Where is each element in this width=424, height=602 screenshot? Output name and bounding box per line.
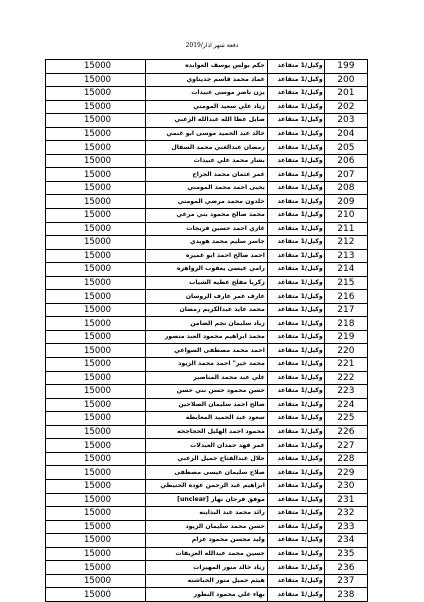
rank-cell: وكيل/1 متقاعد	[267, 303, 324, 317]
rank-cell: وكيل/1 متقاعد	[267, 114, 324, 128]
amount-cell: 15000	[46, 344, 146, 358]
name-cell: يزن ناصر موسى عبيدات	[146, 87, 268, 101]
number-cell: 211	[324, 222, 367, 236]
number-cell: 206	[324, 154, 367, 168]
table-row	[46, 344, 368, 358]
amount-cell: 15000	[46, 547, 146, 561]
amount-cell: 15000	[46, 317, 146, 331]
amount-cell: 15000	[46, 425, 146, 439]
rank-cell: وكيل/1 متقاعد	[267, 249, 324, 263]
number-cell: 225	[324, 412, 367, 426]
amount-cell: 15000	[46, 276, 146, 290]
table-row	[46, 209, 368, 223]
number-cell: 233	[324, 520, 367, 534]
rank-cell: وكيل/1 متقاعد	[267, 222, 324, 236]
name-cell: رمضان عبدالغني محمد السقال	[146, 141, 268, 155]
table-row	[46, 168, 368, 182]
number-cell: 202	[324, 100, 367, 114]
rank-cell: وكيل/1 متقاعد	[267, 290, 324, 304]
amount-cell: 15000	[46, 168, 146, 182]
name-cell: موفق فرحان نهار [unclear]	[146, 493, 268, 507]
number-cell: 232	[324, 507, 367, 521]
rank-cell: وكيل/1 متقاعد	[267, 466, 324, 480]
rank-cell: وكيل/1 متقاعد	[267, 236, 324, 250]
rank-cell: وكيل/1 متقاعد	[267, 195, 324, 209]
amount-cell: 15000	[46, 561, 146, 575]
rank-cell: وكيل/1 متقاعد	[267, 439, 324, 453]
table-row	[46, 371, 368, 385]
amount-cell: 15000	[46, 249, 146, 263]
name-cell: صايل عطا الله عبدالله الزعبي	[146, 114, 268, 128]
name-cell: محمد خير" احمد محمد الزيود	[146, 358, 268, 372]
amount-cell: 15000	[46, 452, 146, 466]
name-cell: علي عبد محمد المناصير	[146, 371, 268, 385]
amount-cell: 15000	[46, 493, 146, 507]
amount-cell: 15000	[46, 127, 146, 141]
number-cell: 209	[324, 195, 367, 209]
table-row	[46, 479, 368, 493]
name-cell: عمر فهد حمدان العبدلات	[146, 439, 268, 453]
number-cell: 236	[324, 561, 367, 575]
name-cell: صالح احمد سليمان الصلاحين	[146, 398, 268, 412]
name-cell: يحيى احمد محمد المومني	[146, 181, 268, 195]
table-row	[46, 520, 368, 534]
name-cell: زكريا مفلح عطيه الشياب	[146, 276, 268, 290]
rank-cell: وكيل/1 متقاعد	[267, 534, 324, 548]
amount-cell: 15000	[46, 87, 146, 101]
table-row	[46, 561, 368, 575]
table-row	[46, 141, 368, 155]
name-cell: جلال عبدالفتاح جميل الزعبي	[146, 452, 268, 466]
name-cell: صلاح سليمان عيسى مصطفى	[146, 466, 268, 480]
table-row	[46, 412, 368, 426]
number-cell: 199	[324, 60, 367, 74]
name-cell: حسن محمود حسن بني حسن	[146, 385, 268, 399]
table-row	[46, 439, 368, 453]
number-cell: 217	[324, 303, 367, 317]
name-cell: محمد عايد عبدالكريم رمضان	[146, 303, 268, 317]
name-cell: ابراهيم عبد الرحمن عوده الحنيطي	[146, 479, 268, 493]
name-cell: رامي عيسى يعقوب الزواهره	[146, 263, 268, 277]
name-cell: بهاء علي محمود النطور	[146, 588, 268, 602]
number-cell: 214	[324, 263, 367, 277]
amount-cell: 15000	[46, 100, 146, 114]
page-header	[0, 42, 424, 49]
amount-cell: 15000	[46, 479, 146, 493]
rank-cell: وكيل/1 متقاعد	[267, 588, 324, 602]
table-row	[46, 195, 368, 209]
rank-cell: وكيل/1 متقاعد	[267, 412, 324, 426]
table-row	[46, 181, 368, 195]
number-cell: 221	[324, 358, 367, 372]
amount-cell: 15000	[46, 195, 146, 209]
rank-cell: وكيل/1 متقاعد	[267, 276, 324, 290]
number-cell: 231	[324, 493, 367, 507]
amount-cell: 15000	[46, 154, 146, 168]
table-row	[46, 236, 368, 250]
amount-cell: 15000	[46, 358, 146, 372]
name-cell: حسين محمد عبدالله العريقات	[146, 547, 268, 561]
number-cell: 220	[324, 344, 367, 358]
number-cell: 219	[324, 330, 367, 344]
name-cell: سعود عبد الحميد المعايطه	[146, 412, 268, 426]
rank-cell: وكيل/1 متقاعد	[267, 507, 324, 521]
amount-cell: 15000	[46, 439, 146, 453]
rank-cell: وكيل/1 متقاعد	[267, 425, 324, 439]
number-cell: 203	[324, 114, 367, 128]
rank-cell: وكيل/1 متقاعد	[267, 141, 324, 155]
amount-cell: 15000	[46, 588, 146, 602]
number-cell: 215	[324, 276, 367, 290]
table-row	[46, 452, 368, 466]
table-row	[46, 588, 368, 602]
amount-cell: 15000	[46, 371, 146, 385]
rank-cell: وكيل/1 متقاعد	[267, 371, 324, 385]
rank-cell: وكيل/1 متقاعد	[267, 561, 324, 575]
rank-cell: وكيل/1 متقاعد	[267, 493, 324, 507]
name-cell: خالد عبد الحميد موسى ابو غنمي	[146, 127, 268, 141]
rank-cell: وكيل/1 متقاعد	[267, 73, 324, 87]
rank-cell: وكيل/1 متقاعد	[267, 168, 324, 182]
table-row	[46, 127, 368, 141]
number-cell: 238	[324, 588, 367, 602]
name-cell: عمر عثمان محمد الجراح	[146, 168, 268, 182]
rank-cell: وكيل/1 متقاعد	[267, 520, 324, 534]
table-row	[46, 303, 368, 317]
table-row	[46, 222, 368, 236]
number-cell: 201	[324, 87, 367, 101]
number-cell: 223	[324, 385, 367, 399]
amount-cell: 15000	[46, 330, 146, 344]
table-row	[46, 358, 368, 372]
amount-cell: 15000	[46, 385, 146, 399]
number-cell: 230	[324, 479, 367, 493]
name-cell: احمد محمد مصطفى السواعي	[146, 344, 268, 358]
rank-cell: وكيل/1 متقاعد	[267, 181, 324, 195]
amount-cell: 15000	[46, 114, 146, 128]
amount-cell: 15000	[46, 398, 146, 412]
amount-cell: 15000	[46, 263, 146, 277]
number-cell: 237	[324, 574, 367, 588]
rank-cell: وكيل/1 متقاعد	[267, 263, 324, 277]
table-row	[46, 385, 368, 399]
rank-cell: وكيل/1 متقاعد	[267, 385, 324, 399]
table-row	[46, 73, 368, 87]
table-row	[46, 290, 368, 304]
number-cell: 213	[324, 249, 367, 263]
amount-cell: 15000	[46, 520, 146, 534]
amount-cell: 15000	[46, 507, 146, 521]
table-row	[46, 87, 368, 101]
name-cell: جاسر سليم محمد هويدي	[146, 236, 268, 250]
table-row	[46, 547, 368, 561]
rank-cell: وكيل/1 متقاعد	[267, 398, 324, 412]
rank-cell: وكيل/1 متقاعد	[267, 209, 324, 223]
rank-cell: وكيل/1 متقاعد	[267, 100, 324, 114]
number-cell: 200	[324, 73, 367, 87]
table-row	[46, 574, 368, 588]
amount-cell: 15000	[46, 303, 146, 317]
name-cell: محمد ابراهيم محمود العبد منصور	[146, 330, 268, 344]
number-cell: 212	[324, 236, 367, 250]
amount-cell: 15000	[46, 534, 146, 548]
number-cell: 226	[324, 425, 367, 439]
name-cell: محمود احمد الهليل الحجاجحه	[146, 425, 268, 439]
number-cell: 216	[324, 290, 367, 304]
number-cell: 234	[324, 534, 367, 548]
amount-cell: 15000	[46, 290, 146, 304]
table-row	[46, 493, 368, 507]
amount-cell: 15000	[46, 466, 146, 480]
name-cell: زياد خالد منور المهيرات	[146, 561, 268, 575]
rank-cell: وكيل/1 متقاعد	[267, 452, 324, 466]
rank-cell: وكيل/1 متقاعد	[267, 358, 324, 372]
name-cell: حكم بولس يوسف العوابده	[146, 60, 268, 74]
rank-cell: وكيل/1 متقاعد	[267, 317, 324, 331]
name-cell: زياد سليمان نجم الضامن	[146, 317, 268, 331]
table-row	[46, 114, 368, 128]
number-cell: 210	[324, 209, 367, 223]
number-cell: 204	[324, 127, 367, 141]
name-cell: بشار محمد علي عبيدات	[146, 154, 268, 168]
name-cell: عارف عمر عارف الروسان	[146, 290, 268, 304]
table-row	[46, 154, 368, 168]
number-cell: 224	[324, 398, 367, 412]
rank-cell: وكيل/1 متقاعد	[267, 479, 324, 493]
table-row	[46, 100, 368, 114]
name-cell: حسن محمد سليمان الزيود	[146, 520, 268, 534]
rank-cell: وكيل/1 متقاعد	[267, 154, 324, 168]
name-cell: غازي احمد حسين فريحات	[146, 222, 268, 236]
number-cell: 207	[324, 168, 367, 182]
number-cell: 208	[324, 181, 367, 195]
payroll-table	[45, 59, 368, 602]
table-row	[46, 507, 368, 521]
number-cell: 205	[324, 141, 367, 155]
amount-cell: 15000	[46, 60, 146, 74]
amount-cell: 15000	[46, 141, 146, 155]
name-cell: احمد صالح احمد ابو عميره	[146, 249, 268, 263]
number-cell: 228	[324, 452, 367, 466]
table-row	[46, 263, 368, 277]
table-row	[46, 60, 368, 74]
number-cell: 227	[324, 439, 367, 453]
name-cell: محمد صالح محمود بني مرعي	[146, 209, 268, 223]
amount-cell: 15000	[46, 209, 146, 223]
table-row	[46, 466, 368, 480]
amount-cell: 15000	[46, 222, 146, 236]
name-cell: زياد علي سعيد المومني	[146, 100, 268, 114]
table-row	[46, 330, 368, 344]
name-cell: خلدون محمد مرضي المومني	[146, 195, 268, 209]
rank-cell: وكيل/1 متقاعد	[267, 344, 324, 358]
number-cell: 222	[324, 371, 367, 385]
name-cell: هيثم جميل منور الحباشنه	[146, 574, 268, 588]
rank-cell: وكيل/1 متقاعد	[267, 60, 324, 74]
rank-cell: وكيل/1 متقاعد	[267, 574, 324, 588]
page-title: دفعة شهر اذار/2019	[185, 42, 239, 49]
table-row	[46, 249, 368, 263]
amount-cell: 15000	[46, 73, 146, 87]
amount-cell: 15000	[46, 574, 146, 588]
amount-cell: 15000	[46, 181, 146, 195]
amount-cell: 15000	[46, 412, 146, 426]
number-cell: 218	[324, 317, 367, 331]
name-cell: رائد محمد عبد البداينه	[146, 507, 268, 521]
table-row	[46, 425, 368, 439]
table-row	[46, 276, 368, 290]
rank-cell: وكيل/1 متقاعد	[267, 87, 324, 101]
rank-cell: وكيل/1 متقاعد	[267, 127, 324, 141]
number-cell: 229	[324, 466, 367, 480]
rank-cell: وكيل/1 متقاعد	[267, 330, 324, 344]
table-row	[46, 398, 368, 412]
number-cell: 235	[324, 547, 367, 561]
name-cell: وليد محسن محمود عزام	[146, 534, 268, 548]
table-row	[46, 534, 368, 548]
rank-cell: وكيل/1 متقاعد	[267, 547, 324, 561]
table-row	[46, 317, 368, 331]
name-cell: عماد محمد قاسم جديتاوي	[146, 73, 268, 87]
amount-cell: 15000	[46, 236, 146, 250]
